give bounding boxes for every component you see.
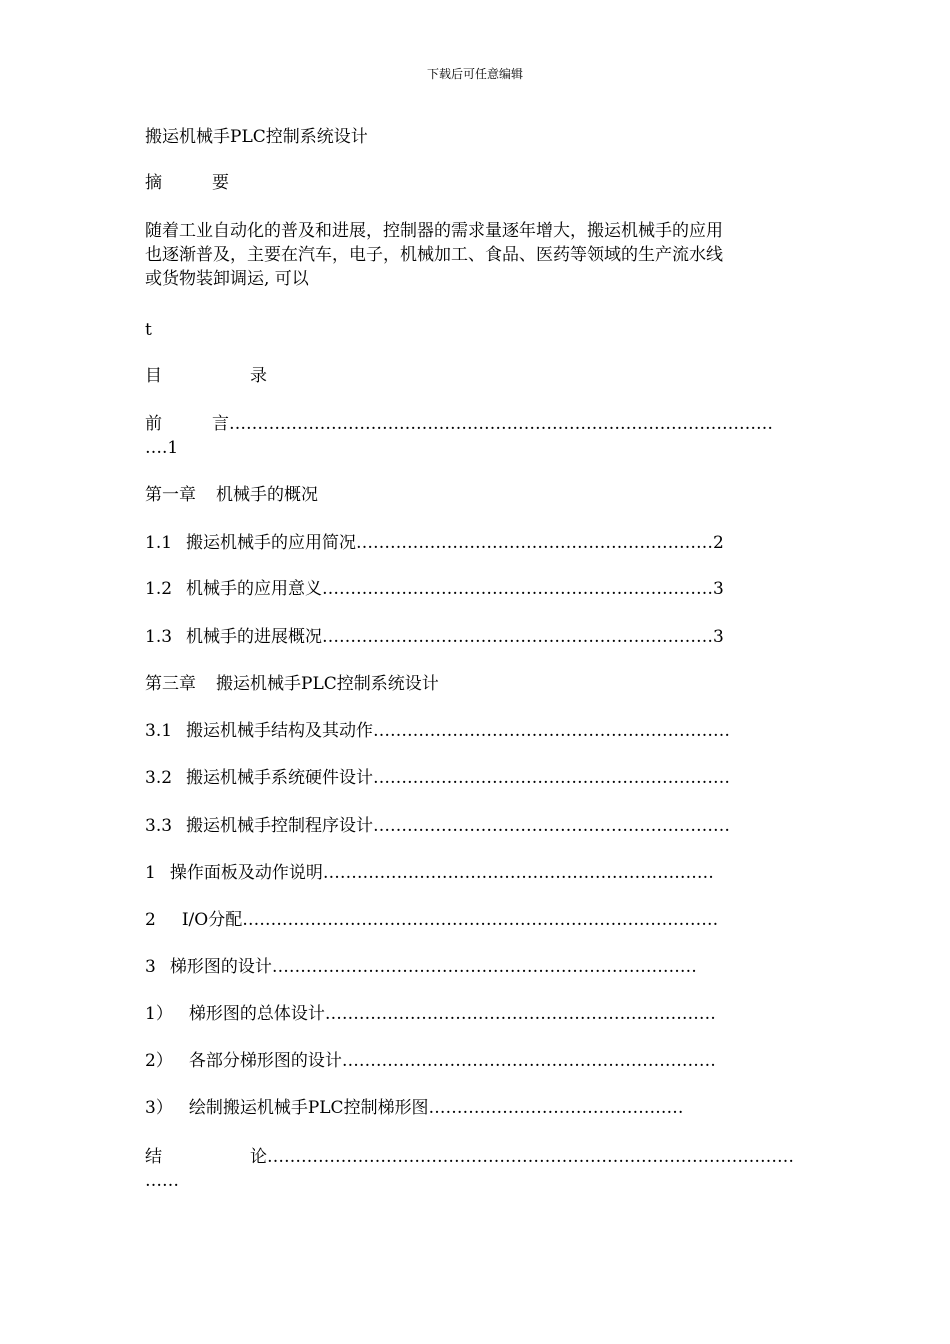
toc-conclusion-dots: ………………………………………………………………………………… (267, 1147, 794, 1167)
toc-item (145, 719, 730, 743)
toc-chapter-3 (145, 672, 439, 696)
toc-item-number: 1.1 (145, 533, 173, 553)
document-title: 搬运机械手PLC控制系统设计 (145, 127, 368, 147)
toc-item-text: 机械手的应用意义……………………………………………………………3 (186, 579, 724, 599)
toc-item (145, 766, 730, 790)
toc-conclusion (145, 1145, 794, 1169)
abstract-paragraph (145, 219, 805, 291)
toc-item-number: 1.3 (145, 627, 173, 647)
toc-sub-item-text: 操作面板及动作说明…………………………………………………………… (169, 863, 714, 883)
chapter-title: 机械手的概况 (216, 485, 318, 505)
abstract-line: 随着工业自动化的普及和进展，控制器的需求量逐年增大，搬运机械手的应用 (145, 221, 723, 241)
toc-sub-item (145, 955, 697, 979)
stray-character: t (145, 320, 152, 340)
toc-sub-item-text: I/O分配………………………………………………………………………… (181, 910, 719, 930)
toc-heading (145, 364, 267, 388)
chapter-number: 第三章 (145, 674, 196, 694)
chapter-title: 搬运机械手PLC控制系统设计 (216, 674, 439, 694)
toc-bracket-item (145, 1096, 684, 1120)
toc-bracket-item-number: 1） (145, 1004, 173, 1024)
toc-item (145, 531, 724, 555)
toc-bracket-item-number: 3） (145, 1098, 173, 1118)
toc-bracket-item-text: 绘制搬运机械手PLC控制梯形图……………………………………… (188, 1098, 684, 1118)
toc-sub-item-number: 2 (145, 910, 156, 930)
toc-preface-right: 言 (212, 414, 229, 434)
toc-conclusion-right: 论 (250, 1147, 267, 1167)
toc-bracket-item-number: 2） (145, 1051, 173, 1071)
toc-sub-item (145, 861, 714, 885)
toc-sub-item (145, 908, 718, 932)
toc-item-text: 搬运机械手控制程序设计……………………………………………………… (186, 816, 731, 836)
toc-item (145, 625, 724, 649)
toc-conclusion-page: …… (145, 1171, 179, 1191)
toc-preface-dots: …………………………………………………………………………………… (229, 414, 773, 434)
toc-item-text: 搬运机械手系统硬件设计……………………………………………………… (186, 768, 731, 788)
toc-item-number: 3.2 (145, 768, 173, 788)
toc-sub-item-number: 3 (145, 957, 156, 977)
toc-item (145, 577, 724, 601)
abstract-heading-right: 要 (212, 173, 229, 193)
toc-bracket-item-text: 各部分梯形图的设计………………………………………………………… (188, 1051, 716, 1071)
abstract-heading-left: 摘 (145, 173, 162, 193)
toc-item-text: 机械手的进展概况……………………………………………………………3 (186, 627, 724, 647)
toc-item-number: 3.3 (145, 816, 173, 836)
abstract-line: 也逐渐普及，主要在汽车，电子，机械加工、食品、医药等领域的生产流水线 (145, 245, 723, 265)
toc-heading-left: 目 (145, 366, 162, 386)
toc-bracket-item-text: 梯形图的总体设计…………………………………………………………… (188, 1004, 716, 1024)
toc-preface-page: ….1 (145, 438, 179, 458)
toc-preface (145, 412, 773, 436)
chapter-number: 第一章 (145, 485, 196, 505)
toc-conclusion-left: 结 (145, 1147, 162, 1167)
toc-item-number: 1.2 (145, 579, 173, 599)
toc-item-text: 搬运机械手结构及其动作……………………………………………………… (186, 721, 731, 741)
abstract-line: 或货物装卸调运, 可以 (145, 269, 309, 289)
toc-preface-left: 前 (145, 414, 162, 434)
abstract-heading (145, 171, 229, 195)
toc-bracket-item (145, 1002, 716, 1026)
toc-item-text: 搬运机械手的应用简况………………………………………………………2 (186, 533, 724, 553)
toc-item-number: 3.1 (145, 721, 173, 741)
toc-item (145, 814, 730, 838)
toc-sub-item-number: 1 (145, 863, 156, 883)
toc-bracket-item (145, 1049, 716, 1073)
toc-chapter-1 (145, 483, 318, 507)
page-header: 下载后可任意编辑 (426, 67, 523, 81)
toc-sub-item-text: 梯形图的设计………………………………………………………………… (169, 957, 697, 977)
toc-heading-right: 录 (250, 366, 267, 386)
